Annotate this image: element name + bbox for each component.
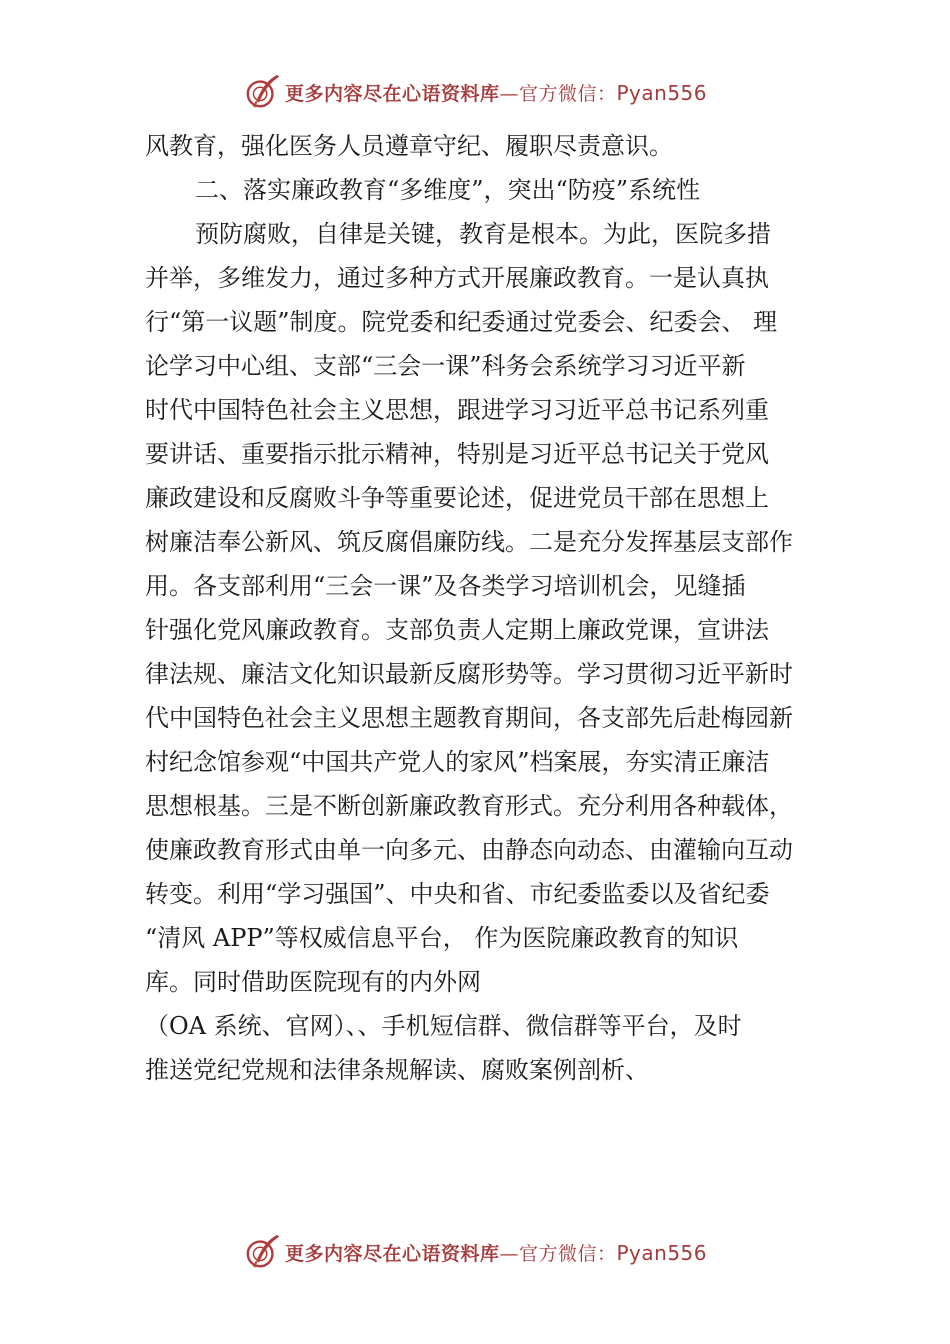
text-line: 行“第一议题”制度。院党委和纪委通过党委会、纪委会、 理 (145, 308, 778, 336)
watermark-text (285, 1239, 707, 1266)
text-line: 律法规、廉洁文化知识最新反腐形势等。学习贯彻习近平新时 (145, 660, 793, 688)
watermark-text (285, 79, 707, 106)
text-line: 时代中国特色社会主义思想，跟进学习习近平总书记系列重 (145, 396, 769, 424)
text-line: “清风 APP”等权威信息平台， 作为医院廉政教育的知识 (145, 924, 739, 952)
section-heading: 二、落实廉政教育“多维度”，突出“防疫”系统性 (195, 176, 701, 204)
quill-seal-icon (243, 1233, 281, 1271)
footer-watermark (0, 1230, 950, 1274)
watermark-brand: 更多内容尽在心语资料库 (284, 82, 500, 105)
watermark-handle: Pyan556 (616, 80, 708, 105)
text-line: 廉政建设和反腐败斗争等重要论述，促进党员干部在思想上 (145, 484, 769, 512)
text-line: 使廉政教育形式由单一向多元、由静态向动态、由灌输向互动 (145, 836, 793, 864)
text-line: （OA 系统、官网）、、手机短信群、微信群等平台，及时 (145, 1012, 742, 1040)
text-line: 要讲话、重要指示批示精神，特别是习近平总书记关于党风 (145, 440, 769, 468)
text-line: 村纪念馆参观“中国共产党人的家风”档案展，夯实清正廉洁 (145, 748, 770, 776)
text-line: 推送党纪党规和法律条规解读、腐败案例剖析、 (145, 1056, 649, 1084)
watermark-label: 官方微信： (518, 1242, 617, 1265)
watermark-label: 官方微信： (518, 82, 617, 105)
text-line: 预防腐败，自律是关键，教育是根本。为此，医院多措 (195, 220, 771, 248)
text-line: 针强化党风廉政教育。支部负责人定期上廉政党课，宣讲法 (145, 616, 769, 644)
text-line: 风教育，强化医务人员遵章守纪、履职尽责意识。 (145, 132, 673, 160)
text-line: 转变。利用“学习强国”、中央和省、市纪委监委以及省纪委 (145, 880, 770, 908)
text-line: 并举，多维发力，通过多种方式开展廉政教育。一是认真执 (145, 264, 769, 292)
watermark-dash: — (499, 1242, 519, 1265)
header-watermark (0, 70, 950, 114)
text-line: 论学习中心组、支部“三会一课”科务会系统学习习近平新 (145, 352, 746, 380)
quill-seal-icon (243, 73, 281, 111)
text-line: 思想根基。三是不断创新廉政教育形式。充分利用各种载体， (145, 792, 793, 820)
watermark-handle: Pyan556 (616, 1240, 708, 1265)
text-line: 库。同时借助医院现有的内外网 (145, 968, 481, 996)
watermark-brand: 更多内容尽在心语资料库 (284, 1242, 500, 1265)
text-line: 代中国特色社会主义思想主题教育期间，各支部先后赴梅园新 (145, 704, 793, 732)
watermark-dash: — (499, 82, 519, 105)
text-line: 树廉洁奉公新风、筑反腐倡廉防线。二是充分发挥基层支部作 (145, 528, 793, 556)
document-body (145, 124, 825, 1092)
text-line: 用。各支部利用“三会一课”及各类学习培训机会，见缝插 (145, 572, 746, 600)
